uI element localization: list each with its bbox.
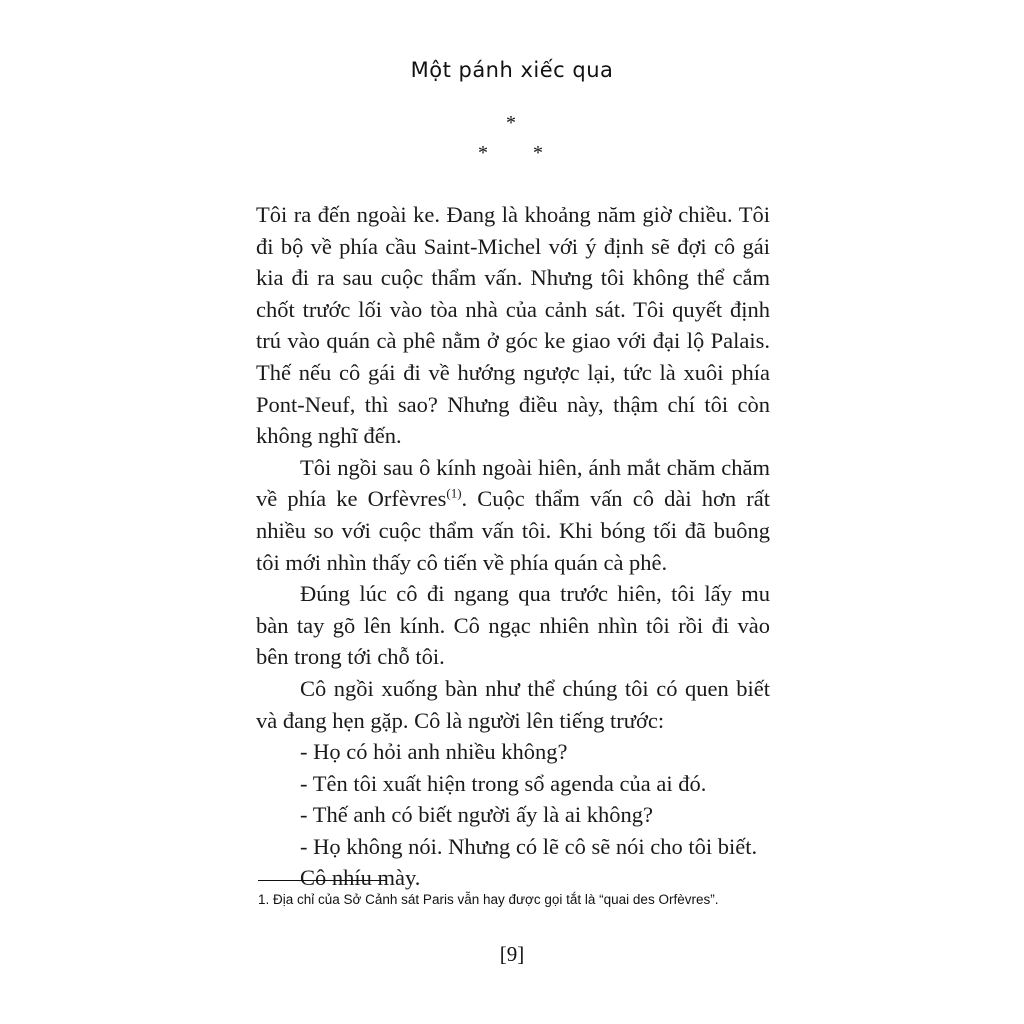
running-title: Một pánh xiếc qua [410, 58, 614, 82]
paragraph [256, 452, 770, 578]
paragraph: Tôi ra đến ngoài ke. Đang là khoảng năm giờ chiều. Tôi đi bộ về phía cầu Saint-Michel với ý định sẽ đợi cô gái kia đi ra sau cuộc thẩm vấn. Nhưng tôi không thể cắm chốt trước lối vào tòa nhà của cảnh sát. Tôi quyết định trú vào quán cà phê nằm ở góc ke giao với đại lộ Palais. Thế nếu cô gái đi về hướng ngược lại, tức là xuôi phía Pont-Neuf, thì sao? Nhưng điều này, thậm chí tôi còn không nghĩ đến. [256, 202, 770, 449]
paragraph: Đúng lúc cô đi ngang qua trước hiên, tôi lấy mu bàn tay gõ lên kính. Cô ngạc nhiên nhìn tôi rồi đi vào bên trong tới chỗ tôi. [256, 581, 770, 670]
body-text [256, 199, 770, 894]
footnote-divider [258, 880, 386, 881]
footnote: 1. Địa chỉ của Sở Cảnh sát Paris vẫn hay được gọi tắt là “quai des Orfèvres”. [258, 892, 719, 907]
dialogue-line: - Họ có hỏi anh nhiều không? [300, 739, 568, 765]
paragraph-text: Tôi ngồi sau ô kính ngoài hiên, ánh mắt chăm chăm về phía ke Orfèvres [256, 454, 770, 512]
ornament-star: * [533, 142, 543, 164]
footnote-reference: (1) [446, 485, 462, 501]
paragraph-text: . Cuộc thẩm vấn cô dài hơn rất nhiều so với cuộc thẩm vấn tôi. Khi bóng tối đã buông tôi mới nhìn thấy cô tiến về phía quán cà phê. [256, 486, 770, 575]
dialogue-line: - Tên tôi xuất hiện trong sổ agenda của ai đó. [300, 770, 707, 796]
paragraph: Cô ngồi xuống bàn như thể chúng tôi có quen biết và đang hẹn gặp. Cô là người lên tiếng trước: [256, 675, 770, 733]
dialogue-line: Cô nhíu mày. [300, 865, 421, 891]
section-break-ornament [0, 110, 1024, 170]
dialogue-line: - Họ không nói. Nhưng có lẽ cô sẽ nói cho tôi biết. [300, 833, 758, 859]
ornament-star: * [506, 112, 516, 134]
dialogue-line: - Thế anh có biết người ấy là ai không? [300, 802, 653, 828]
ornament-star: * [478, 142, 488, 164]
page-number: [9] [499, 942, 525, 966]
